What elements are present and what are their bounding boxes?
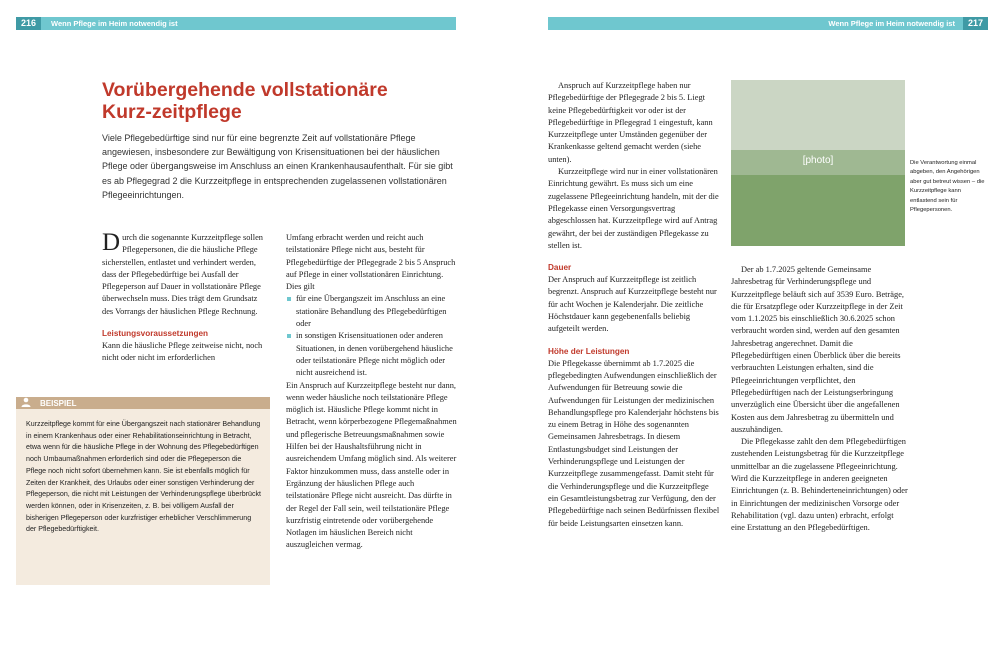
dropcap-letter: D xyxy=(102,229,121,256)
article-intro: Viele Pflegebedürftige sind nur für eine begrenzte Zeit auf vollstationäre Pflege angewiesen, insbesondere zur Bewältigung von Krisensituationen bei der häuslichen Pflege oder übergangsweise im Anschluss an einen Krankenhausaufenthalt. Für sie gibt es ab Pflegegrad 2 die Kurzzeitpflege in entsprechenden zugelassenen vollstationären Pflegeeinrichtungen. xyxy=(102,133,453,200)
right-column-1 xyxy=(548,80,720,530)
list-item: für eine Übergangszeit im Anschluss an eine stationäre Behandlung des Pflegebedürftigen oder xyxy=(286,293,457,330)
list-item: in sonstigen Krisensituationen oder anderen Situationen, in denen vorübergehend häusliche oder teilstationäre Pflege nicht möglich oder nicht ausreichend ist. xyxy=(286,330,457,379)
col3-paragraph-1: Anspruch auf Kurzzeitpflege haben nur Pflegebedürftige der Pflegegrade 2 bis 5. Liegt keine Pflegebedürftigkeit vor oder ist der Pflegebedürftige in Pflegegrad 1 eingestuft, kann Kurzzeitpflege unter Umständen gegenüber der Krankenkasse geltend gemacht werden (siehe unten). xyxy=(548,81,713,164)
col2-paragraph-1: Umfang erbracht werden und reicht auch teilstationäre Pflege nicht aus, besteht für Pflegebedürftige der Pflegegrade 2 bis 5 Anspruch auf Pflege in einer vollstationären Einrichtung. Dies gilt xyxy=(286,233,456,292)
col2-bullet-list xyxy=(286,293,457,379)
example-box xyxy=(16,397,270,585)
left-running-title: Wenn Pflege im Heim notwendig ist xyxy=(51,19,178,28)
left-column-1 xyxy=(102,229,268,365)
col2-paragraph-2: Ein Anspruch auf Kurzzeitpflege besteht nur dann, wenn weder häusliche noch teilstationäre Pflege möglich ist. Häusliche Pflege kommt nicht in Betracht, wenn körperbezogene Pflegemaßnahmen und pflegerische Betreuungsmaßnahmen sowie Hilfen bei der Haushaltsführung nicht in ausreichendem Umfang möglich sind. Als weiterer Faktor hinzukommen muss, dass anstelle oder in Ergänzung der häuslichen Pflege auch teilstationäre Pflege nicht ausreicht. Das dürfte in der Regel der Fall sein, weil teilstationäre Pflege kurzfristig eintretende oder vorübergehende Notlagen im häuslichen Bereich nicht auszugleichen vermag. xyxy=(286,380,457,550)
col4-paragraph-1: Der ab 1.7.2025 geltende Gemeinsame Jahresbetrag für Verhinderungspflege und Kurzzeitpflege beläuft sich auf 3539 Euro. Beträge, die für Ersatzpflege oder Kurzzeitpflege in der Zeit vom 1.1.2025 bis einschließlich 30.6.2025 schon verbraucht worden sind, werden auf den gesamten Jahresbetrag angerechnet. Damit die Pflegebedürftigen einen Überblick über die bereits verbrauchten Leistungen erhalten, sind die Pflegeeinrichtungen verpflichtet, den Pflegebedürftigen nach der Leistungserbringung unverzüglich eine Übersicht über die angefallenen Kosten aus dem Jahresbetrag zu übermitteln und auszuhändigen. xyxy=(731,265,905,434)
col1-paragraph-2: Kann die häusliche Pflege zeitweise nicht, noch nicht oder nicht im erforderlichen xyxy=(102,341,263,363)
col3-paragraph-3: Der Anspruch auf Kurzzeitpflege ist zeitlich begrenzt. Anspruch auf Kurzzeitpflege besteht nur für acht Wochen je Kalenderjahr. Die zeitliche Höchstdauer kann gegebenenfalls beliebig aufgeteilt werden. xyxy=(548,275,717,334)
subheading-hoehe-der-leistungen: Höhe der Leistungen xyxy=(548,346,630,356)
subheading-dauer: Dauer xyxy=(548,263,572,273)
photo-caregiver-with-senior-in-wheelchair xyxy=(731,80,905,246)
subheading-leistungsvoraussetzungen: Leistungsvoraussetzungen xyxy=(102,329,209,339)
right-running-title: Wenn Pflege im Heim notwendig ist xyxy=(828,19,955,28)
example-box-header xyxy=(16,397,270,409)
col1-paragraph-1: Durch die sogenannte Kurzzeitpflege sollen Pflegepersonen, die die häusliche Pflege sicherstellen, entlastet und verhindert werden, dass der Pflegebedürftige bei Ausfall der Pflegeperson auf Dauer in vollstationäre Pflege überwechseln muss. Dies trägt dem Grundsatz des Vorrangs der häuslichen Pflege Rechnung. xyxy=(102,229,263,316)
col3-paragraph-4: Die Pflegekasse übernimmt ab 1.7.2025 die pflegebedingten Aufwendungen einschließlich der Aufwendungen für Betreuung sowie die Aufwendungen für Leistungen der medizinischen Behandlungspflege pro Kalenderjahr höchstens bis zu einem Betrag in Höhe des sogenannten Gemeinsamen Jahresbetrags. In diesem Entlastungsbudget sind Leistungen der Verhinderungspflege und Leistungen der Kurzzeitpflege zusammengefasst. Damit steht für die Verhinderungspflege und die Kurzzeitpflege ein Gesamtleistungsbetrag zur Verfügung, den der Pflegebedürftige nach seinen Bedürfnissen flexibel für beide Leistungsarten einsetzen kann. xyxy=(548,358,720,528)
example-box-label: BEISPIEL xyxy=(40,399,77,408)
right-page-header xyxy=(548,17,988,30)
left-page-number: 216 xyxy=(16,17,41,30)
article-title: Vorübergehende vollstationäre Kurz-zeitpflege xyxy=(102,79,388,123)
right-column-2 xyxy=(731,264,908,535)
right-page-number: 217 xyxy=(963,17,988,30)
col4-paragraph-2: Die Pflegekasse zahlt den dem Pflegebedürftigen zustehenden Leistungsbetrag für die Kurzzeitpflege unmittelbar an die zugelassene Pflegeeinrichtung. Wird die Kurzzeitpflege in anderen geeigneten Einrichtungen (z. B. Behinderteneinrichtungen) oder in Einrichtungen der medizinischen Vorsorge oder Rehabilitation (vgl. dazu unten) erbracht, erfolgt eine Erstattung an den Pflegebedürftigen. xyxy=(731,437,908,533)
col3-paragraph-2: Kurzzeitpflege wird nur in einer vollstationären Einrichtung gewährt. Es muss sich um eine zugelassene Pflegeeinrichtung handeln, mit der die Pflegekasse einen Versorgungsvertrag abgeschlossen hat. Kurzzeitpflege wird auf Antrag gewährt, der bei der zuständigen Pflegekasse zu stellen ist. xyxy=(548,167,719,250)
left-page-header xyxy=(16,17,456,30)
photo-caption: Die Verantwortung einmal abgeben, den Angehörigen aber gut betreut wissen – die Kurzzeitpflege kann entlastend sein für Pflegepersonen. xyxy=(910,160,985,214)
person-icon xyxy=(20,397,32,407)
left-column-2 xyxy=(286,232,457,552)
svg-text:[photo]: [photo] xyxy=(802,155,834,166)
example-box-text: Kurzzeitpflege kommt für eine Übergangszeit nach stationärer Behandlung in einem Krankenhaus oder einer Rehabilitationseinrichtung in Betracht, etwa wenn für die häusliche Pflege in der Wohnung des Pflegebedürftigen noch Umbaumaßnahmen erforderlich sind oder die Pflegeperson die Pflege noch nicht sofort übernehmen kann. Sie ist ebenfalls möglich für Zeiten der Krankheit, des Urlaubs oder einer sonstigen Verhinderung der Pflegeperson, die nicht mit Leistungen der Verhinderungspflege überbrückt werden können, oder in Krisenzeiten, z. B. bei völligem Ausfall der bisherigen Pflegeperson oder kurzfristiger erheblicher Verschlimmerung der Pflegebedürftigkeit. xyxy=(26,420,262,534)
